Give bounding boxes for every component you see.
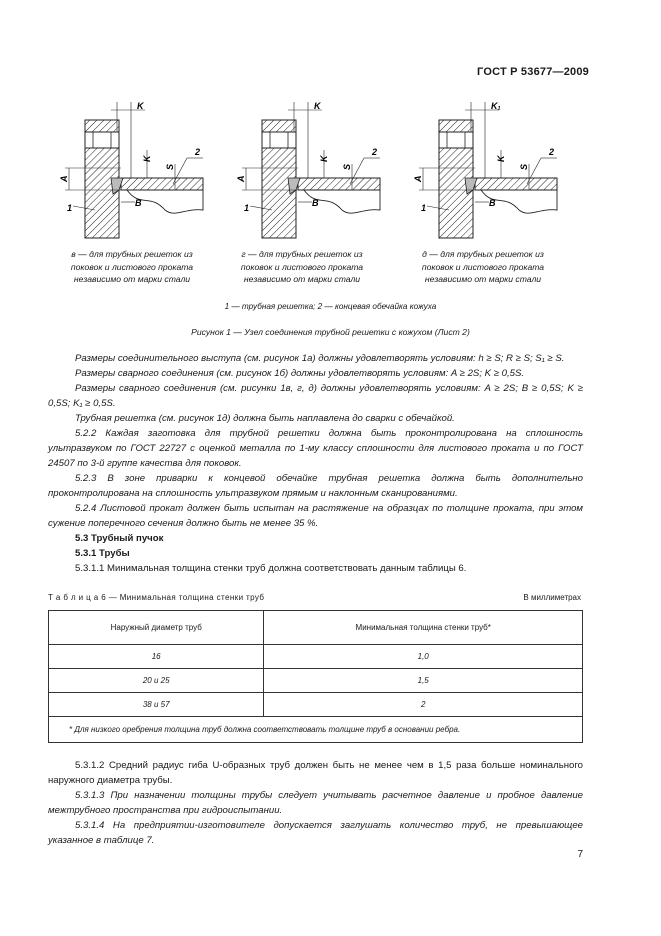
weld-joint-diagram (55, 98, 225, 246)
dimension-label-s: S (165, 163, 175, 170)
tube-sheet-top (262, 120, 296, 132)
table-cell: 16 (49, 645, 264, 669)
weld-joint-diagram (409, 98, 579, 246)
dimension-label-one: 1 (67, 203, 73, 213)
dimension-label-two: 2 (549, 147, 555, 157)
dimension-label-s: S (342, 163, 352, 170)
body-text-upper (48, 351, 583, 576)
tube-sheet-top (85, 120, 119, 132)
shell-plate (298, 178, 380, 190)
paragraph: 5.3.1.3 При назначении толщины трубы следует учитывать расчетное давление и пробное давление межтрубного пространства при гидроиспытании. (48, 790, 583, 816)
figure-d-drawing (409, 98, 579, 246)
paragraph: 5.2.2 Каждая заготовка для трубной решетки должна быть проконтролирована на сплошность ультразвуком по ГОСТ 22727 с оценкой металла по 1-му классу сплошности для листового проката и по ГОСТ 24507 по 3-й группе качества для поковок. (48, 428, 583, 469)
dimension-label-b: B (312, 198, 319, 208)
section-heading: 5.3 Трубный пучок (75, 533, 164, 544)
paragraph: 5.3.1.4 На предприятии-изготовителе допускается заглушать количество труб, не превышающее указанное в таблице 7. (48, 820, 583, 846)
dimension-label-s: S (519, 163, 529, 170)
table-header: Минимальная толщина стенки труб* (264, 611, 583, 645)
paragraph: 5.2.4 Листовой прокат должен быть испытан на растяжение на образцах по толщине проката, при этом сужение поперечного сечения должно быть не менее 35 %. (48, 503, 583, 529)
paragraph: Размеры сварного соединения (см. рисунок 1б) должны удовлетворять условиям: A ≥ 2S; K ≥ 0,5S. (75, 368, 525, 379)
shell-plate (475, 178, 557, 190)
document-code: ГОСТ Р 53677—2009 (477, 66, 589, 78)
table-cell: 1,5 (264, 669, 583, 693)
table-cell: 1,0 (264, 645, 583, 669)
dimension-label-a: A (59, 175, 69, 182)
dimension-label-top: K (137, 101, 144, 111)
page-number: 7 (577, 849, 583, 860)
dimension-label-side: K (319, 155, 329, 162)
table-cell: 2 (264, 693, 583, 717)
dimension-label-top: K (314, 101, 321, 111)
figure-g-drawing (232, 98, 402, 246)
weld-joint-diagram (232, 98, 402, 246)
dimension-label-a: A (236, 175, 246, 182)
paragraph: Трубная решетка (см. рисунок 1д) должна быть наплавлена до сварки с обечайкой. (75, 413, 455, 424)
paragraph: 5.3.1.2 Средний радиус гиба U-образных труб должен быть не менее чем в 1,5 раза больше номинального наружного диаметра трубы. (48, 760, 583, 786)
paragraph: Размеры сварного соединения (см. рисунки 1в, г, д) должны удовлетворять условиям: A ≥ 2S; B ≥ 0,5S; K ≥ 0,5S; K₁ ≥ 0,5S. (48, 383, 583, 409)
dimension-label-b: B (489, 198, 496, 208)
figure-v-caption: в — для трубных решеток из поковок и листового проката независимо от марки стали (70, 249, 194, 285)
tube-sheet-top (439, 120, 473, 132)
figure-v-drawing (55, 98, 225, 246)
table-title: Т а б л и ц а 6 — Минимальная толщина стенки труб (48, 593, 265, 602)
table-cell: 20 и 25 (49, 669, 264, 693)
figure-legend: 1 — трубная решетка; 2 — концевая обечайка кожуха (224, 302, 437, 311)
table-row (49, 693, 583, 717)
paragraph: Размеры соединительного выступа (см. рисунок 1а) должны удовлетворять условиям: h ≥ S; R ≥ S; S₁ ≥ S. (75, 353, 565, 364)
figure-d-caption: д — для трубных решеток из поковок и листового проката независимо от марки стали (421, 249, 545, 285)
paragraph: 5.2.3 В зоне приварки к концевой обечайке трубная решетка должна быть дополнительно проконтролирована на сплошность ультразвуком прямым и наклонным сканированиями. (48, 473, 583, 499)
dimension-label-side: K (142, 155, 152, 162)
table-note: * Для низкого оребрения толщина труб должна соответствовать толщине труб в основании ребра. (49, 717, 583, 743)
paragraph: 5.3.1.1 Минимальная толщина стенки труб должна соответствовать данным таблицы 6. (75, 563, 467, 574)
table-row (49, 669, 583, 693)
dimension-label-top: K₁ (491, 101, 501, 111)
dimension-label-one: 1 (421, 203, 427, 213)
dimension-label-two: 2 (195, 147, 201, 157)
body-text-lower (48, 758, 583, 848)
subsection-heading: 5.3.1 Трубы (75, 548, 130, 559)
figure-title: Рисунок 1 — Узел соединения трубной решетки с кожухом (Лист 2) (191, 327, 470, 337)
figure-g-caption: г — для трубных решеток из поковок и листового проката независимо от марки стали (240, 249, 364, 285)
dimension-label-b: B (135, 198, 142, 208)
shell-plate (121, 178, 203, 190)
dimension-label-a: A (413, 175, 423, 182)
thickness-table (48, 610, 583, 743)
table-header: Наружный диаметр труб (49, 611, 264, 645)
dimension-label-one: 1 (244, 203, 250, 213)
table-cell: 38 и 57 (49, 693, 264, 717)
dimension-label-two: 2 (372, 147, 378, 157)
dimension-label-side: K (496, 155, 506, 162)
table-unit: В миллиметрах (523, 593, 581, 602)
table-row (49, 645, 583, 669)
